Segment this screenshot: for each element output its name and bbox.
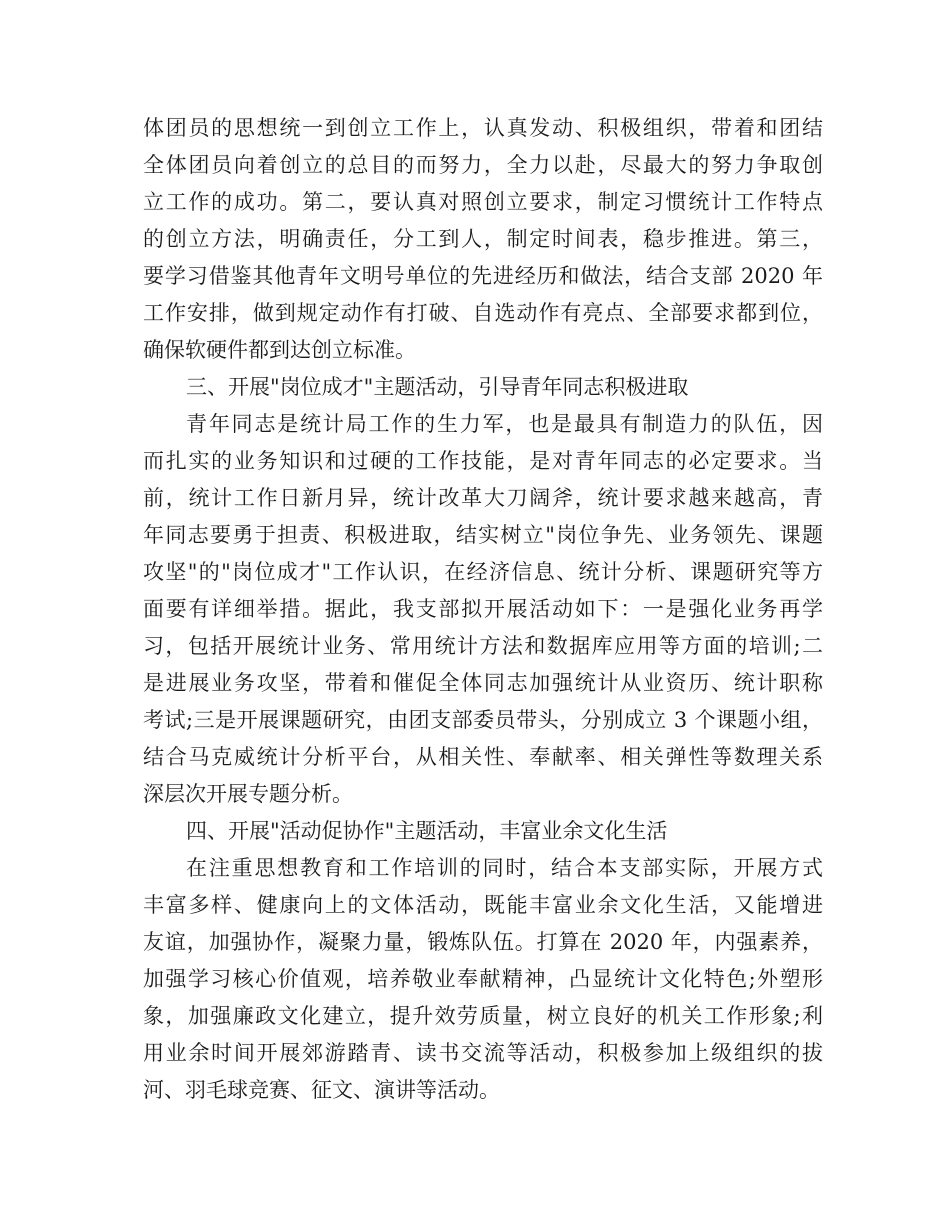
text-line: 年同志要勇于担责、积极进取，结实树立"岗位争先、业务领先、课题 [143, 523, 823, 547]
text-line: 深层次开展专题分析。 [143, 782, 353, 806]
text-line: 用业余时间开展郊游踏青、读书交流等活动，积极参加上级组织的拔 [143, 1041, 823, 1065]
text-line: 四、开展"活动促协作"主题活动，丰富业余文化生活 [186, 819, 668, 843]
document-body [143, 110, 823, 1109]
text-line: 青年同志是统计局工作的生力军，也是最具有制造力的队伍，因 [186, 412, 823, 436]
text-line: 立工作的成功。第二，要认真对照创立要求，制定习惯统计工作特点 [143, 190, 823, 214]
text-line: 在注重思想教育和工作培训的同时，结合本支部实际，开展方式 [186, 856, 823, 880]
text-line: 结合马克威统计分析平台，从相关性、奉献率、相关弹性等数理关系 [143, 745, 823, 769]
text-line: 考试;三是开展课题研究，由团支部委员带头，分别成立 3 个课题小组， [143, 708, 823, 732]
text-line: 攻坚"的"岗位成才"工作认识，在经济信息、统计分析、课题研究等方 [143, 560, 823, 584]
text-line: 要学习借鉴其他青年文明号单位的先进经历和做法，结合支部 2020 年 [143, 264, 823, 288]
text-line: 而扎实的业务知识和过硬的工作技能，是对青年同志的必定要求。当 [143, 449, 823, 473]
text-line: 确保软硬件都到达创立标准。 [143, 338, 416, 362]
text-line: 三、开展"岗位成才"主题活动，引导青年同志积极进取 [186, 375, 689, 399]
text-line: 习，包括开展统计业务、常用统计方法和数据库应用等方面的培训;二 [143, 634, 823, 658]
text-line: 的创立方法，明确责任，分工到人，制定时间表，稳步推进。第三， [143, 227, 823, 251]
text-line: 象，加强廉政文化建立，提升效劳质量，树立良好的机关工作形象;利 [143, 1004, 823, 1028]
text-line: 是进展业务攻坚，带着和催促全体同志加强统计从业资历、统计职称 [143, 671, 823, 695]
text-line: 前，统计工作日新月异，统计改革大刀阔斧，统计要求越来越高，青 [143, 486, 823, 510]
text-line: 全体团员向着创立的总目的而努力，全力以赴，尽最大的努力争取创 [143, 153, 823, 177]
text-line: 友谊，加强协作，凝聚力量，锻炼队伍。打算在 2020 年，内强素养， [143, 930, 823, 954]
text-line: 加强学习核心价值观，培养敬业奉献精神，凸显统计文化特色;外塑形 [143, 967, 823, 991]
text-line: 体团员的思想统一到创立工作上，认真发动、积极组织，带着和团结 [143, 116, 823, 140]
text-line: 面要有详细举措。据此，我支部拟开展活动如下：一是强化业务再学 [143, 597, 823, 621]
text-line: 工作安排，做到规定动作有打破、自选动作有亮点、全部要求都到位， [143, 301, 823, 325]
text-line: 丰富多样、健康向上的文体活动，既能丰富业余文化生活，又能增进 [143, 893, 823, 917]
text-line: 河、羽毛球竞赛、征文、演讲等活动。 [143, 1078, 500, 1102]
